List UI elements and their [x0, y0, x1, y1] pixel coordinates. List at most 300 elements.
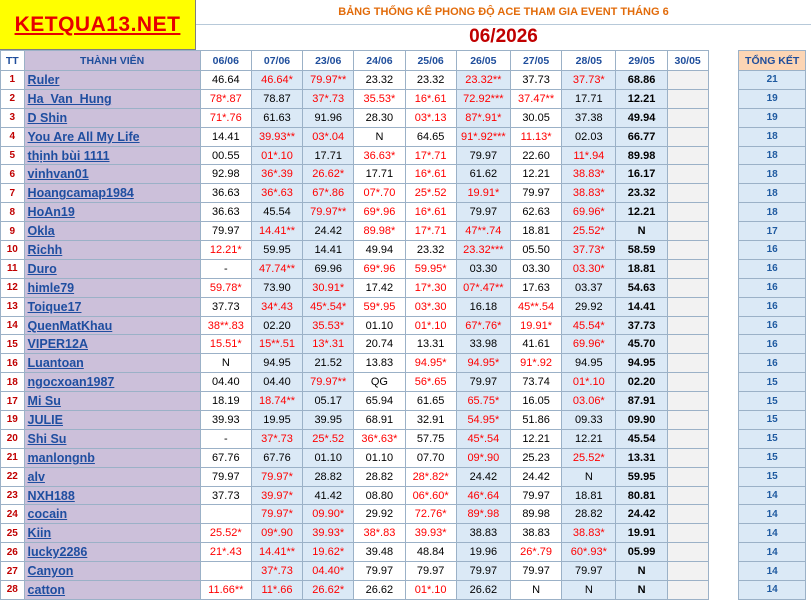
table-row: [1, 581, 806, 600]
score-cell: 37*.73: [251, 562, 302, 581]
score-cell: 17*.71: [405, 222, 456, 241]
table-row: [1, 486, 806, 505]
score-cell: 59.95: [616, 467, 667, 486]
score-cell: [667, 335, 708, 354]
score-cell: N: [510, 581, 561, 600]
score-cell: 35.53*: [303, 316, 354, 335]
score-cell: 14.41: [303, 241, 354, 260]
score-cell: 41.61: [510, 335, 561, 354]
score-cell: 39.93*: [405, 524, 456, 543]
col-header-date: 27/05: [510, 51, 561, 71]
member-cell: [24, 467, 200, 486]
score-cell: 62.63: [510, 203, 561, 222]
row-number: 11: [1, 259, 25, 278]
score-cell: 25.23: [510, 448, 561, 467]
score-cell: 17.71: [562, 89, 616, 108]
total-cell: 16: [739, 335, 806, 354]
member-link[interactable]: Okla: [27, 224, 55, 239]
score-cell: 65.75*: [456, 392, 510, 411]
score-cell: 12.21: [510, 165, 561, 184]
row-number: 2: [1, 89, 25, 108]
gap-cell: [708, 505, 739, 524]
score-cell: 89.98*: [354, 222, 405, 241]
member-cell: [24, 203, 200, 222]
score-cell: [667, 524, 708, 543]
score-cell: 79.97: [354, 562, 405, 581]
score-cell: [667, 241, 708, 260]
score-cell: 23.32**: [456, 71, 510, 90]
score-cell: 09.90*: [303, 505, 354, 524]
total-cell: 14: [739, 581, 806, 600]
score-cell: 60*.93*: [562, 543, 616, 562]
score-cell: 14.41**: [251, 543, 302, 562]
score-cell: 24.42: [616, 505, 667, 524]
total-cell: 18: [739, 184, 806, 203]
row-number: 25: [1, 524, 25, 543]
score-cell: [667, 373, 708, 392]
score-cell: [667, 108, 708, 127]
member-link[interactable]: Kiin: [27, 526, 52, 541]
member-link[interactable]: Canyon: [27, 564, 74, 579]
table-row: [1, 392, 806, 411]
score-cell: 36.63: [200, 203, 251, 222]
score-cell: 11*.94: [562, 146, 616, 165]
member-cell: [24, 505, 200, 524]
score-cell: 25.52*: [200, 524, 251, 543]
member-link[interactable]: Ruler: [27, 72, 60, 87]
score-cell: 79.97: [405, 562, 456, 581]
score-cell: 16.18: [456, 297, 510, 316]
score-cell: 69.96: [303, 259, 354, 278]
score-cell: 11*.66: [251, 581, 302, 600]
score-cell: 28*.82*: [405, 467, 456, 486]
total-cell: 16: [739, 241, 806, 260]
score-cell: 02.20: [251, 316, 302, 335]
score-cell: 35.53*: [354, 89, 405, 108]
score-cell: [667, 581, 708, 600]
gap-cell: [708, 581, 739, 600]
score-cell: 03*.30: [405, 297, 456, 316]
gap-cell: [708, 297, 739, 316]
score-cell: N: [354, 127, 405, 146]
score-cell: 79.97: [562, 562, 616, 581]
score-cell: 05.99: [616, 543, 667, 562]
score-cell: [667, 429, 708, 448]
total-cell: 21: [739, 71, 806, 90]
row-number: 23: [1, 486, 25, 505]
score-cell: N: [616, 562, 667, 581]
member-link[interactable]: JULIE: [27, 412, 63, 427]
score-cell: [667, 146, 708, 165]
table-row: [1, 316, 806, 335]
member-cell: [24, 297, 200, 316]
member-cell: [24, 165, 200, 184]
score-cell: 61.62: [456, 165, 510, 184]
score-cell: 03*.13: [405, 108, 456, 127]
col-header-tt: TT: [1, 51, 25, 71]
row-number: 3: [1, 108, 25, 127]
score-cell: 73.74: [510, 373, 561, 392]
score-cell: 37*.73: [303, 89, 354, 108]
score-cell: 15.51*: [200, 335, 251, 354]
score-cell: 18.81: [562, 486, 616, 505]
gap-cell: [708, 467, 739, 486]
score-cell: 13.31: [405, 335, 456, 354]
score-cell: 12.21: [616, 203, 667, 222]
table-body: [1, 71, 806, 600]
table-row: [1, 524, 806, 543]
score-cell: 45*.54: [456, 429, 510, 448]
score-cell: 79.97: [456, 562, 510, 581]
score-cell: 12.21: [616, 89, 667, 108]
member-link[interactable]: Ha_Van_Hung: [27, 91, 112, 106]
score-cell: 04.40*: [303, 562, 354, 581]
member-link[interactable]: vinhvan01: [27, 167, 89, 182]
score-cell: 37.73: [510, 71, 561, 90]
score-cell: 32.91: [405, 411, 456, 430]
score-cell: 13.31: [616, 448, 667, 467]
member-link[interactable]: Hoangcamap1984: [27, 186, 134, 201]
member-link[interactable]: You Are All My Life: [27, 129, 140, 144]
score-cell: [667, 354, 708, 373]
score-cell: 94.95: [251, 354, 302, 373]
member-cell: [24, 411, 200, 430]
table-row: [1, 354, 806, 373]
score-cell: 73.90: [251, 278, 302, 297]
score-cell: 05.17: [303, 392, 354, 411]
member-cell: [24, 429, 200, 448]
score-cell: 19.95: [251, 411, 302, 430]
score-cell: 67.76: [251, 448, 302, 467]
site-logo[interactable]: [0, 0, 196, 50]
total-cell: 14: [739, 505, 806, 524]
member-link[interactable]: D Shin: [27, 110, 68, 125]
score-cell: 01.10: [303, 448, 354, 467]
score-cell: 69*.96: [354, 203, 405, 222]
member-cell: [24, 581, 200, 600]
score-cell: 26.62*: [303, 165, 354, 184]
score-cell: 56*.65: [405, 373, 456, 392]
score-cell: 79.97**: [303, 373, 354, 392]
member-cell: [24, 543, 200, 562]
gap-cell: [708, 486, 739, 505]
gap-cell: [708, 184, 739, 203]
score-cell: 01*.10: [405, 316, 456, 335]
score-cell: 37.73: [616, 316, 667, 335]
total-cell: 15: [739, 429, 806, 448]
row-number: 6: [1, 165, 25, 184]
member-cell: [24, 89, 200, 108]
table-row: [1, 146, 806, 165]
score-cell: 36*.39: [251, 165, 302, 184]
score-cell: 13*.31: [303, 335, 354, 354]
score-cell: 19.91*: [456, 184, 510, 203]
score-cell: 59*.95: [354, 297, 405, 316]
gap-cell: [708, 89, 739, 108]
score-cell: [667, 467, 708, 486]
score-cell: 23.32: [405, 71, 456, 90]
score-cell: 37.73*: [562, 71, 616, 90]
score-cell: 69.96*: [562, 203, 616, 222]
total-cell: 14: [739, 543, 806, 562]
member-link[interactable]: Duro: [27, 261, 57, 276]
score-cell: 67*.86: [303, 184, 354, 203]
member-cell: [24, 241, 200, 260]
score-cell: 03.37: [562, 278, 616, 297]
score-cell: 39.95: [303, 411, 354, 430]
total-cell: 15: [739, 392, 806, 411]
score-cell: 01.10: [354, 448, 405, 467]
score-cell: 48.84: [405, 543, 456, 562]
score-cell: 29.92: [562, 297, 616, 316]
member-link[interactable]: ngocxoan1987: [27, 375, 115, 390]
score-cell: [667, 71, 708, 90]
member-link[interactable]: alv: [27, 469, 45, 484]
score-cell: [667, 165, 708, 184]
table-row: [1, 127, 806, 146]
row-number: 18: [1, 373, 25, 392]
score-cell: 79.97: [456, 146, 510, 165]
score-cell: 16*.61: [405, 165, 456, 184]
total-cell: 16: [739, 278, 806, 297]
stats-table: [0, 50, 806, 600]
score-cell: 03*.04: [303, 127, 354, 146]
total-cell: 18: [739, 165, 806, 184]
table-row: [1, 543, 806, 562]
score-cell: 14.41: [616, 297, 667, 316]
score-cell: 07*.47**: [456, 278, 510, 297]
score-cell: 67*.76*: [456, 316, 510, 335]
score-cell: [667, 316, 708, 335]
table-row: [1, 222, 806, 241]
score-cell: 01.10: [354, 316, 405, 335]
member-link[interactable]: HoAn19: [27, 205, 75, 220]
row-number: 27: [1, 562, 25, 581]
col-header-total: TỔNG KẾT: [739, 51, 806, 71]
score-cell: 37.47**: [510, 89, 561, 108]
row-number: 9: [1, 222, 25, 241]
member-cell: [24, 222, 200, 241]
row-number: 15: [1, 335, 25, 354]
table-row: [1, 259, 806, 278]
score-cell: 79.97: [456, 203, 510, 222]
member-link[interactable]: Richh: [27, 242, 63, 257]
score-cell: 39.93: [200, 411, 251, 430]
score-cell: 09*.90: [251, 524, 302, 543]
score-cell: -: [200, 259, 251, 278]
score-cell: 49.94: [616, 108, 667, 127]
score-cell: 94.95: [616, 354, 667, 373]
score-cell: 91*.92: [510, 354, 561, 373]
score-cell: 11.66**: [200, 581, 251, 600]
table-row: [1, 203, 806, 222]
col-header-date: 25/06: [405, 51, 456, 71]
row-number: 28: [1, 581, 25, 600]
total-cell: 18: [739, 203, 806, 222]
score-cell: 79.97: [510, 184, 561, 203]
score-cell: 02.20: [616, 373, 667, 392]
score-cell: [667, 297, 708, 316]
row-number: 17: [1, 392, 25, 411]
score-cell: 38**.83: [200, 316, 251, 335]
score-cell: 21*.43: [200, 543, 251, 562]
member-link[interactable]: VIPER12A: [27, 337, 88, 352]
score-cell: 06*.60*: [405, 486, 456, 505]
score-cell: 18.74**: [251, 392, 302, 411]
score-cell: 79.97: [456, 373, 510, 392]
score-cell: 19.91*: [510, 316, 561, 335]
score-cell: 64.65: [405, 127, 456, 146]
score-cell: 54.63: [616, 278, 667, 297]
score-cell: 59.78*: [200, 278, 251, 297]
member-link[interactable]: thịnh bùi 1111: [27, 148, 110, 163]
member-cell: [24, 486, 200, 505]
score-cell: 79.97**: [303, 71, 354, 90]
site-logo-text[interactable]: KETQUA13.NET: [14, 12, 181, 36]
score-cell: [200, 562, 251, 581]
score-cell: 23.32: [405, 241, 456, 260]
score-cell: 28.30: [354, 108, 405, 127]
score-cell: [667, 222, 708, 241]
score-cell: 03.30*: [562, 259, 616, 278]
col-header-date: 30/05: [667, 51, 708, 71]
member-link[interactable]: lucky2286: [27, 545, 88, 560]
score-cell: N: [562, 467, 616, 486]
total-cell: 16: [739, 354, 806, 373]
score-cell: 23.32***: [456, 241, 510, 260]
score-cell: [200, 505, 251, 524]
gap-cell: [708, 108, 739, 127]
member-link[interactable]: Luantoan: [27, 356, 84, 371]
score-cell: 54.95*: [456, 411, 510, 430]
score-cell: 39.48: [354, 543, 405, 562]
score-cell: 46.64*: [251, 71, 302, 90]
table-row: [1, 71, 806, 90]
score-cell: 69*.96: [354, 259, 405, 278]
score-cell: 39.93**: [251, 127, 302, 146]
score-cell: 28.82: [303, 467, 354, 486]
score-cell: [667, 486, 708, 505]
score-cell: 59.95*: [405, 259, 456, 278]
row-number: 19: [1, 411, 25, 430]
score-cell: [667, 543, 708, 562]
score-cell: [667, 127, 708, 146]
score-cell: 38*.83: [354, 524, 405, 543]
gap-cell: [708, 411, 739, 430]
score-cell: 16*.61: [405, 89, 456, 108]
total-cell: 15: [739, 373, 806, 392]
member-link[interactable]: Shi Su: [27, 431, 67, 446]
score-cell: 12.21: [510, 429, 561, 448]
score-cell: 79.97*: [251, 467, 302, 486]
score-cell: 17*.71: [405, 146, 456, 165]
member-link[interactable]: cocain: [27, 507, 68, 522]
score-cell: 79.97: [200, 467, 251, 486]
gap-cell: [708, 259, 739, 278]
member-link[interactable]: Toique17: [27, 299, 82, 314]
gap-cell: [708, 392, 739, 411]
score-cell: 91.96: [303, 108, 354, 127]
gap-cell: [708, 448, 739, 467]
score-cell: 65.94: [354, 392, 405, 411]
member-link[interactable]: catton: [27, 582, 66, 597]
score-cell: [667, 505, 708, 524]
score-cell: 28.82: [354, 467, 405, 486]
score-cell: 61.65: [405, 392, 456, 411]
score-cell: 79.97**: [303, 203, 354, 222]
score-cell: 38.83*: [562, 165, 616, 184]
score-cell: 37.73: [200, 486, 251, 505]
member-link[interactable]: QuenMatKhau: [27, 318, 113, 333]
total-cell: 19: [739, 89, 806, 108]
member-cell: [24, 373, 200, 392]
score-cell: 49.94: [354, 241, 405, 260]
score-cell: 89.98: [510, 505, 561, 524]
member-link[interactable]: Mi Su: [27, 394, 61, 409]
row-number: 21: [1, 448, 25, 467]
score-cell: 94.95*: [456, 354, 510, 373]
gap-cell: [708, 335, 739, 354]
score-cell: N: [616, 581, 667, 600]
score-cell: 17.71: [354, 165, 405, 184]
total-cell: 18: [739, 146, 806, 165]
col-header-date: 26/05: [456, 51, 510, 71]
score-cell: 36*.63*: [354, 429, 405, 448]
score-cell: 29.92: [354, 505, 405, 524]
score-cell: 89*.98: [456, 505, 510, 524]
score-cell: 37.38: [562, 108, 616, 127]
score-cell: 45**.54: [510, 297, 561, 316]
score-cell: 25.52*: [562, 222, 616, 241]
gap-cell: [708, 165, 739, 184]
row-number: 7: [1, 184, 25, 203]
score-cell: 38.83: [510, 524, 561, 543]
member-link[interactable]: manlongnb: [27, 450, 95, 465]
col-header-date: 29/05: [616, 51, 667, 71]
table-row: [1, 411, 806, 430]
score-cell: 87.91: [616, 392, 667, 411]
member-cell: [24, 448, 200, 467]
member-link[interactable]: himle79: [27, 280, 75, 295]
row-number: 22: [1, 467, 25, 486]
member-link[interactable]: NXH188: [27, 488, 75, 503]
total-cell: 16: [739, 297, 806, 316]
score-cell: 68.91: [354, 411, 405, 430]
score-cell: 45.70: [616, 335, 667, 354]
score-cell: 30.05: [510, 108, 561, 127]
score-cell: 26*.79: [510, 543, 561, 562]
score-cell: 59.95: [251, 241, 302, 260]
score-cell: -: [200, 429, 251, 448]
gap-cell: [708, 127, 739, 146]
row-number: 12: [1, 278, 25, 297]
row-number: 13: [1, 297, 25, 316]
score-cell: 03.30: [456, 259, 510, 278]
gap-cell: [708, 316, 739, 335]
score-cell: 39.93*: [303, 524, 354, 543]
score-cell: 26.62: [456, 581, 510, 600]
score-cell: [667, 259, 708, 278]
score-cell: N: [200, 354, 251, 373]
table-row: [1, 165, 806, 184]
score-cell: 94.95: [562, 354, 616, 373]
row-number: 24: [1, 505, 25, 524]
score-cell: 16.05: [510, 392, 561, 411]
member-cell: [24, 335, 200, 354]
score-cell: 38.83*: [562, 184, 616, 203]
score-cell: 20.74: [354, 335, 405, 354]
score-cell: 68.86: [616, 71, 667, 90]
